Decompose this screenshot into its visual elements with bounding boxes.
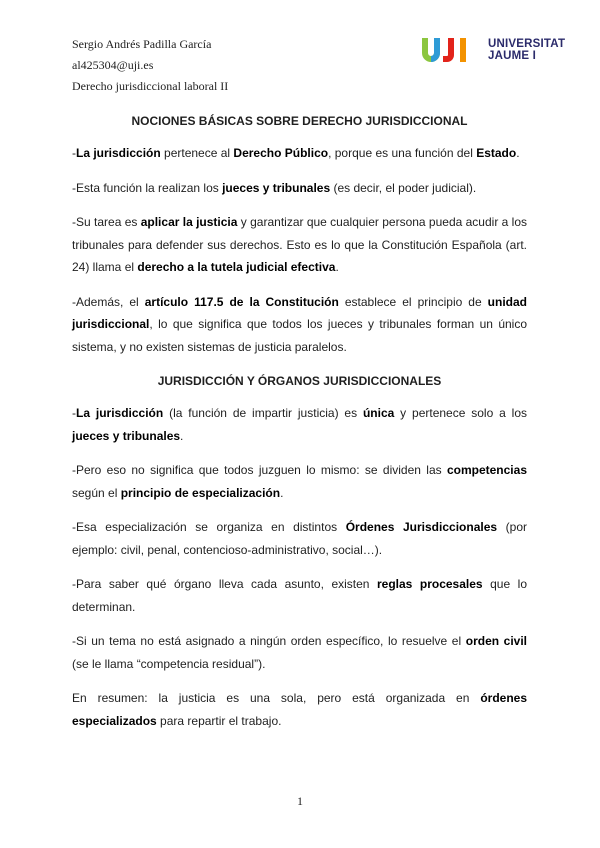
- section-title: JURISDICCIÓN Y ÓRGANOS JURISDICCIONALES: [157, 374, 442, 388]
- document-body: [72, 110, 527, 744]
- paragraph: -Si un tema no está asignado a ningún orden específico, lo resuelve el orden civil (se le llama “competencia residual”).: [72, 634, 527, 671]
- author-email: al425304@uji.es: [72, 58, 154, 72]
- paragraph: -Su tarea es aplicar la justicia y garantizar que cualquier persona pueda acudir a los tribunales para defender sus derechos. Esto es lo que la Constitución Española (art. 24) llama el derecho a la tutela judicial efectiva.: [72, 215, 528, 274]
- paragraph: -Pero eso no significa que todos juzguen lo mismo: se dividen las competencias según el principio de especialización.: [72, 463, 527, 500]
- paragraph: -Esta función la realizan los jueces y tribunales (es decir, el poder judicial).: [72, 180, 477, 195]
- paragraph: -La jurisdicción pertenece al Derecho Público, porque es una función del Estado.: [72, 146, 520, 160]
- paragraph: En resumen: la justicia es una sola, pero está organizada en órdenes especializados para repartir el trabajo.: [72, 691, 527, 728]
- university-logo: [420, 36, 565, 64]
- logo-wordmark: [488, 38, 565, 62]
- logo-line-1: UNIVERSITAT: [488, 38, 566, 50]
- document-header: [72, 34, 228, 97]
- author-name: Sergio Andrés Padilla García: [72, 37, 212, 51]
- section-title: NOCIONES BÁSICAS SOBRE DERECHO JURISDICCIONAL: [131, 114, 468, 128]
- course-name: Derecho jurisdiccional laboral II: [72, 79, 229, 93]
- uji-logo-icon: [420, 36, 482, 64]
- logo-line-2: JAUME I: [488, 50, 537, 62]
- paragraph: -Además, el artículo 117.5 de la Constitución establece el principio de unidad jurisdiccional, lo que significa que todos los jueces y tribunales forman un único sistema, y no existen sistemas de justicia paralelos.: [72, 294, 527, 354]
- paragraph: -La jurisdicción (la función de impartir justicia) es única y pertenece solo a los jueces y tribunales.: [72, 406, 528, 443]
- paragraph: -Para saber qué órgano lleva cada asunto, existen reglas procesales que lo determinan.: [72, 577, 527, 614]
- page-number: 1: [297, 794, 303, 808]
- paragraph: -Esa especialización se organiza en distintos Órdenes Jurisdiccionales (por ejemplo: civil, penal, contencioso-administrativo, social…).: [72, 520, 527, 557]
